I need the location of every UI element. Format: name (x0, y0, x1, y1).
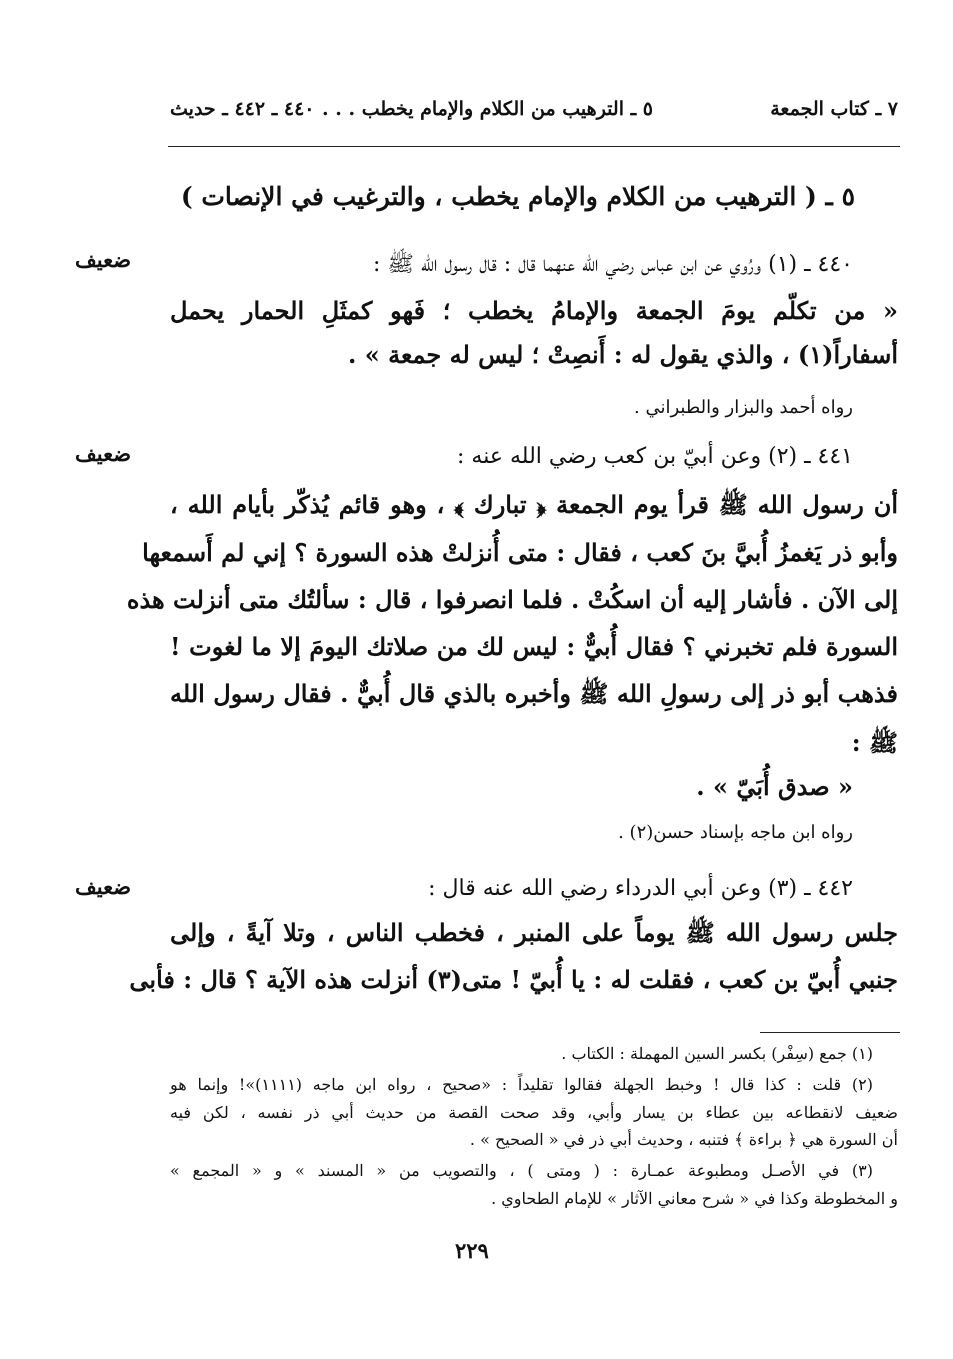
footnote-2-line-3: أن السورة هي ﴿ براءة ﴾ فتنبه ، وحديث أبي ذر في « الصحيح » . (469, 1130, 898, 1149)
hadith-440-line-2: أسفاراً(١) ، والذي يقول له : أَنصِتْ ؛ ليس له جمعة » . (348, 340, 898, 369)
section-title: ٥ ـ ( الترهيب من الكلام والإمام يخطب ، والترغيب في الإنصات ) (180, 182, 855, 211)
footnote-1: (١) جمع (سِفْر) بكسر السين المهملة : الكتاب . (561, 1044, 873, 1063)
hadith-442-line-2: جنبي أُبيّ بن كعب ، فقلت له : يا أُبيّ ! متى(٣) أنزلت هذه الآية ؟ قال : فأبى (129, 965, 898, 994)
hadith-440-line-1: « من تكلّم يومَ الجمعة والإمامُ يخطب ؛ فَهو كمثَلِ الحمار يحمل (170, 296, 898, 325)
running-header-book: ٧ ـ كتاب الجمعة (770, 98, 898, 120)
hadith-441-line-4: السورة فلم تخبرني ؟ فقال أُبيٌّ : ليس لك من صلاتك اليومَ إلا ما لغوت ! (170, 632, 898, 661)
hadith-440-grade: ضعيف (75, 247, 132, 272)
hadith-441-grade: ضعيف (75, 441, 132, 466)
hadith-441-line-6: ﷺ : (851, 728, 898, 757)
hadith-440-intro: ٤٤٠ ـ (١) ورُوي عن ابن عباس رضي الله عنهما قال : قال رسول الله ﷺ : (372, 252, 853, 277)
hadith-441-line-3: إلى الآن . فأشار إليه أن اسكُتْ . فلما انصرفوا ، قال : سألتُك متى أنزلت هذه (126, 585, 898, 614)
hadith-441-intro: ٤٤١ ـ (٢) وعن أبيّ بن كعب رضي الله عنه : (457, 444, 853, 469)
footnote-3-line-1: (٣) في الأصـل ومطبوعة عمـارة : ( ومتى ) ، والتصويب من « المسند » و « المجمع » (170, 1161, 873, 1180)
hadith-441-line-5: فذهب أبو ذر إلى رسولِ الله ﷺ وأخبره بالذي قال أُبيٌّ . فقال رسول الله (170, 679, 898, 708)
hadith-441-line-1: أن رسول الله ﷺ قرأ يوم الجمعة ﴿ تبارك ﴾ ، وهو قائم يُذكّر بأيام الله ، (170, 490, 898, 519)
hadith-442-intro: ٤٤٢ ـ (٣) وعن أبي الدرداء رضي الله عنه قال : (428, 876, 853, 901)
footnote-2-line-2: ضعيف لانقطاعه بين عطاء بن يسار وأبي، وقد صحت القصة من حديث أبي ذر نفسه ، لكن فيه (170, 1103, 898, 1122)
footnote-3-line-2: و المخطوطة وكذا في « شرح معاني الآثار » للإمام الطحاوي . (491, 1189, 898, 1208)
footnote-rule (760, 1032, 900, 1033)
hadith-442-grade: ضعيف (75, 874, 132, 899)
hadith-442-line-1: جلس رسول الله ﷺ يوماً على المنبر ، فخطب الناس ، وتلا آيةً ، وإلى (170, 918, 898, 947)
hadith-441-line-2: وأبو ذر يَغمزُ أُبيَّ بنَ كعب ، فقال : متى أُنزلتْ هذه السورة ؟ إني لم أَسمعها (142, 538, 898, 567)
running-header-chapter: ٥ ـ الترهيب من الكلام والإمام يخطب . . . (322, 98, 653, 120)
running-header-range: ٤٤٠ ـ ٤٤٢ ـ حديث (170, 98, 315, 120)
hadith-441-line-7: « صدق أُبَيّ » . (696, 772, 853, 801)
hadith-440-source: رواه أحمد والبزار والطبراني . (634, 397, 853, 418)
footnote-2-line-1: (٢) قلت : كذا قال ! وخبط الجهلة فقالوا تقليداً : «صحيح ، رواه ابن ماجه (١١١١)»! وإنما هو (170, 1075, 873, 1094)
header-rule (168, 146, 900, 147)
hadith-441-source: رواه ابن ماجه بإسناد حسن(٢) . (618, 822, 853, 843)
page-number: ٢٢٩ (455, 1238, 489, 1263)
